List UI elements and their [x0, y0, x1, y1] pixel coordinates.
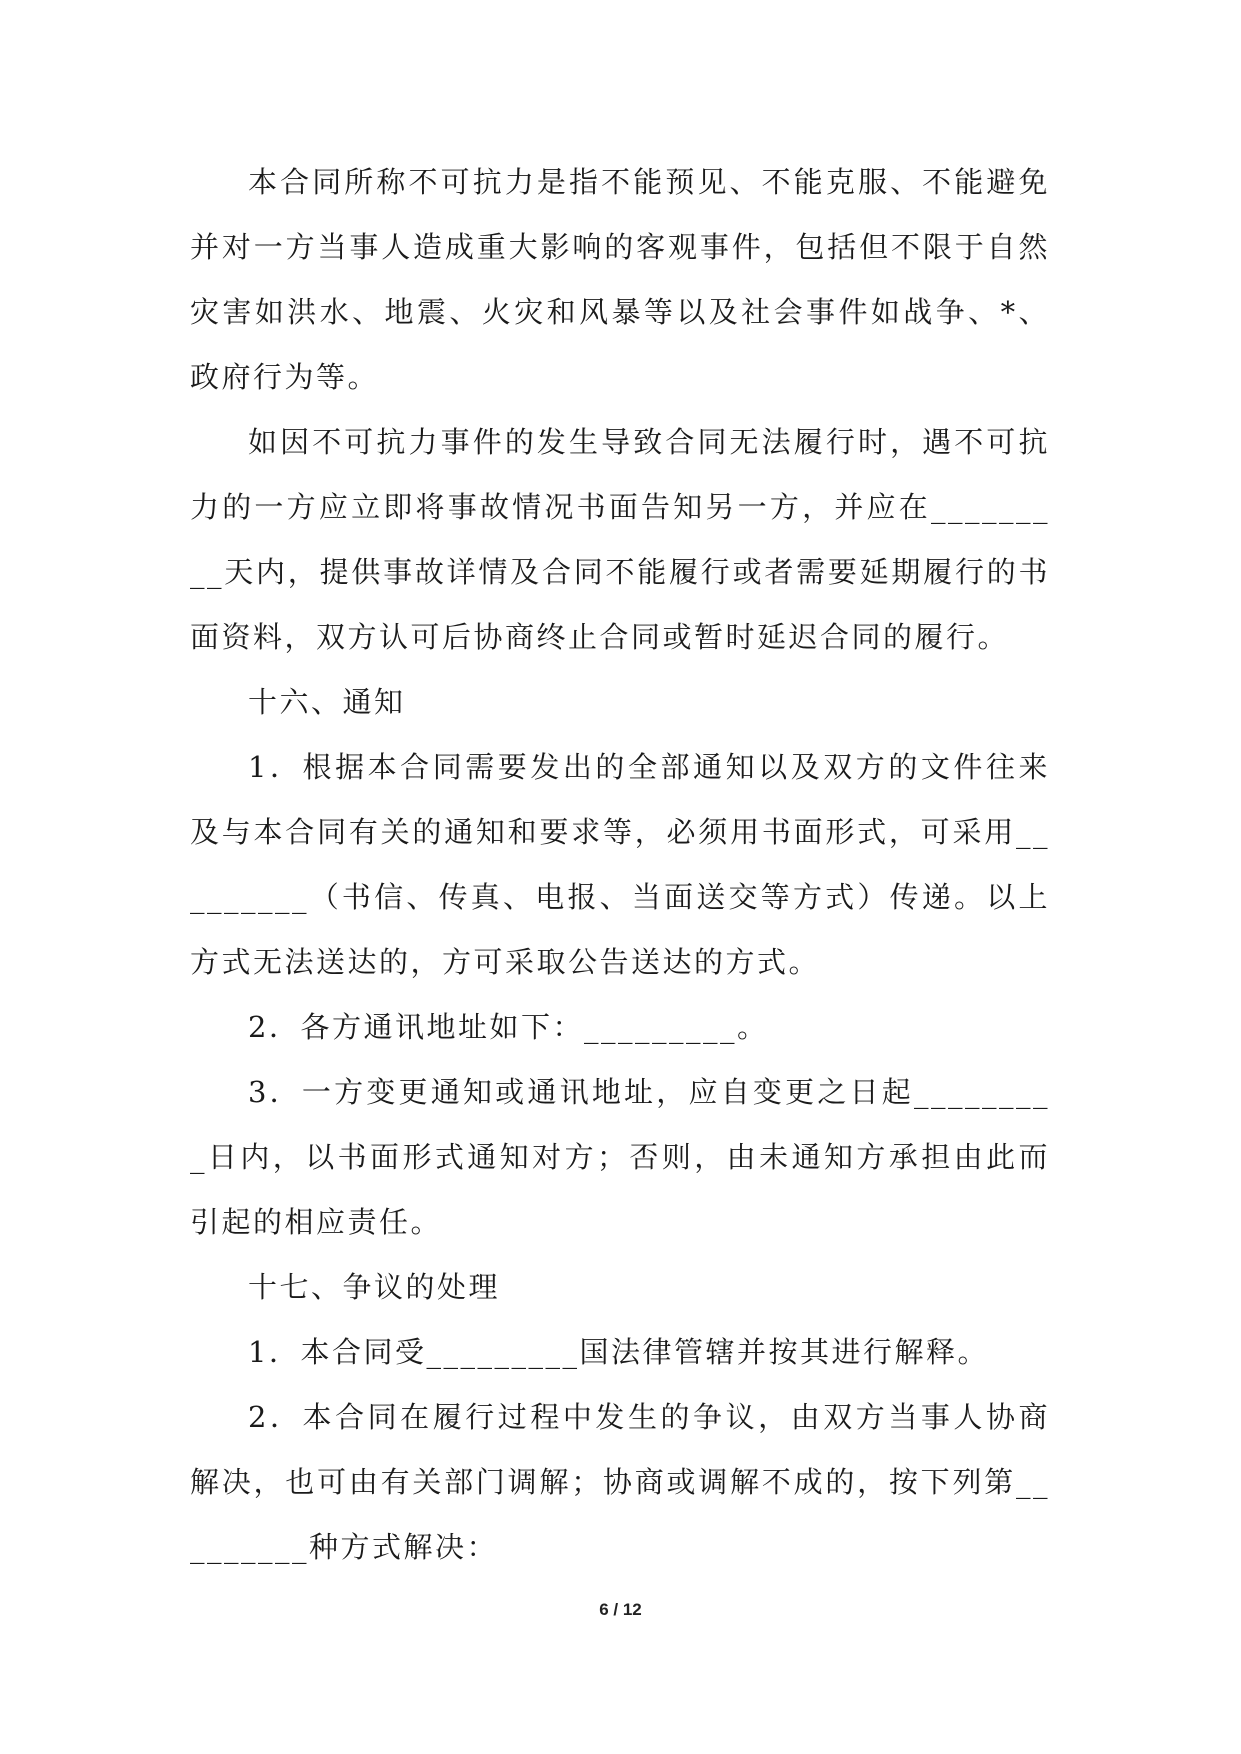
force-majeure-definition-paragraph: 本合同所称不可抗力是指不能预见、不能克服、不能避免并对一方当事人造成重大影响的客观事件，包括但不限于自然灾害如洪水、地震、火灾和风暴等以及社会事件如战争、*、政府行为等。	[190, 165, 1050, 394]
dispute-clause-1: 1．本合同受_________国法律管辖并按其进行解释。	[248, 1335, 989, 1369]
notice-clause-3: 3．一方变更通知或通讯地址，应自变更之日起_________日内，以书面形式通知对方；否则，由未通知方承担由此而引起的相应责任。	[190, 1075, 1050, 1239]
force-majeure-notice-paragraph: 如因不可抗力事件的发生导致合同无法履行时，遇不可抗力的一方应立即将事故情况书面告知另一方，并应在_________天内，提供事故详情及合同不能履行或者需要延期履行的书面资料，双方认可后协商终止合同或暂时延迟合同的履行。	[190, 425, 1050, 654]
section-heading-notice: 十六、通知	[248, 685, 406, 719]
notice-clause-2: 2．各方通讯地址如下：_________。	[248, 1010, 769, 1044]
notice-clause-1: 1．根据本合同需要发出的全部通知以及双方的文件往来及与本合同有关的通知和要求等，必须用书面形式，可采用_________（书信、传真、电报、当面送交等方式）传递。以上方式无法送达的，方可采取公告送达的方式。	[190, 750, 1050, 979]
dispute-clause-2: 2．本合同在履行过程中发生的争议，由双方当事人协商解决，也可由有关部门调解；协商或调解不成的，按下列第_________种方式解决：	[190, 1400, 1050, 1564]
section-heading-dispute: 十七、争议的处理	[248, 1270, 501, 1304]
page-number: 6 / 12	[599, 1600, 642, 1619]
document-body	[190, 150, 1050, 1580]
